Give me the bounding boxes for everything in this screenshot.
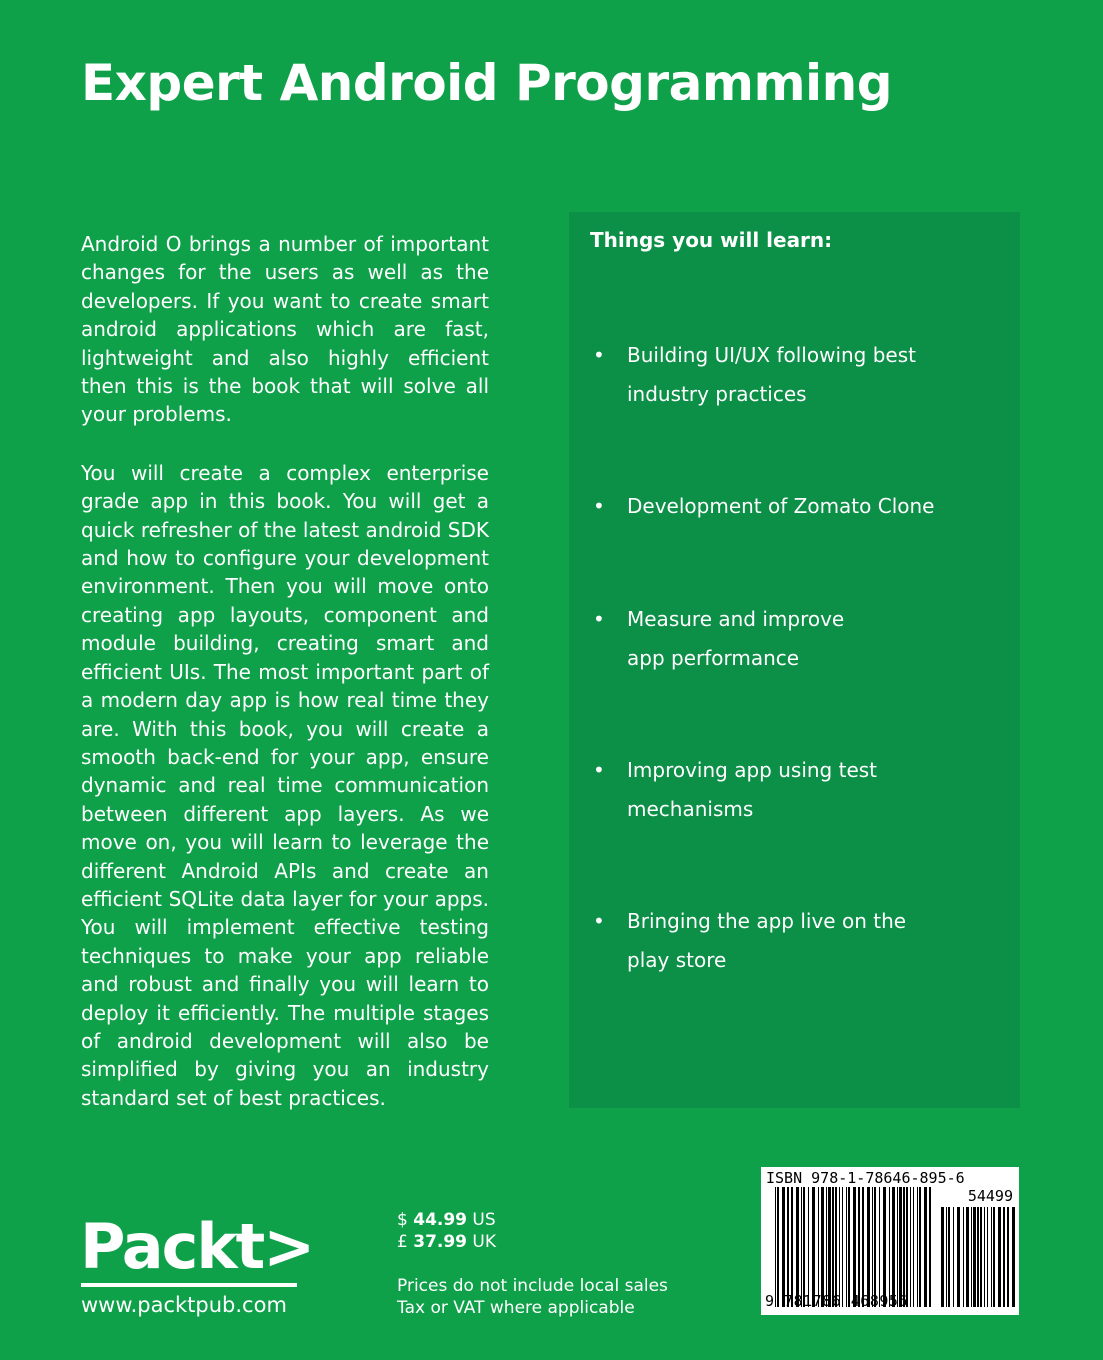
price-note-line: Tax or VAT where applicable [397, 1298, 635, 1318]
price-region: UK [472, 1232, 497, 1252]
learning-item-text: Building UI/UX following best industry practices [627, 343, 916, 406]
description-paragraph: Android O brings a number of important changes for the users as well as the developers. If you want to create smart android applications which are fast, lightweight and also highly efficient then this is the book that will solve all your problems. [81, 232, 489, 427]
barcode-bar [991, 1207, 992, 1307]
barcode-bar [953, 1207, 954, 1307]
book-title: Expert Android Programming [81, 54, 893, 112]
logo-underline [81, 1283, 297, 1287]
currency-symbol: £ [397, 1232, 408, 1252]
barcode-bar [808, 1187, 809, 1307]
bullet-icon: • [593, 494, 605, 518]
barcode-bar [924, 1187, 927, 1307]
currency-symbol: $ [397, 1210, 408, 1230]
barcode-bar [957, 1207, 960, 1307]
barcode-bar [913, 1187, 914, 1307]
barcode-bar [1007, 1207, 1009, 1307]
price-note-line: Prices do not include local sales [397, 1276, 668, 1296]
barcode-bar [966, 1207, 969, 1307]
barcode-bar [835, 1187, 837, 1307]
barcode-bar [919, 1187, 921, 1307]
price-us [397, 1209, 496, 1231]
barcode-bar [872, 1187, 873, 1307]
barcode-bar [929, 1187, 931, 1307]
barcode-bar [777, 1187, 779, 1307]
barcode-bar [903, 1187, 905, 1307]
barcode-bar [821, 1187, 824, 1307]
barcode-bar [812, 1187, 815, 1307]
barcode-bar [787, 1187, 789, 1307]
learning-panel [569, 212, 1020, 1108]
barcode-bar [874, 1187, 876, 1307]
barcode-bar [948, 1207, 950, 1307]
learning-item [593, 600, 1003, 678]
barcode-bar [879, 1187, 880, 1307]
learning-item-text: Development of Zomato Clone [627, 494, 935, 518]
barcode-bar [973, 1207, 976, 1307]
barcode-bar [906, 1187, 908, 1307]
barcode-bar [946, 1207, 947, 1307]
barcode-bar [848, 1187, 850, 1307]
barcode-bar [889, 1187, 890, 1307]
bullet-icon: • [593, 758, 605, 782]
barcode-bar [984, 1207, 985, 1307]
bullet-icon: • [593, 909, 605, 933]
learning-item-text: Measure and improve app performance [627, 607, 845, 670]
price-amount: 37.99 [413, 1232, 468, 1252]
price-uk [397, 1231, 496, 1253]
barcode-bar [846, 1187, 847, 1307]
learning-item [593, 902, 1003, 980]
price-amount: 44.99 [413, 1210, 468, 1230]
barcode-bar [892, 1187, 895, 1307]
barcode-bar [883, 1187, 886, 1307]
learning-heading: Things you will learn: [590, 228, 833, 252]
barcode-bar [853, 1187, 856, 1307]
price-addon-code: 54499 [967, 1187, 1013, 1205]
barcode-bar [832, 1187, 834, 1307]
barcode-bar [998, 1207, 1001, 1307]
learning-item [593, 336, 1003, 414]
barcode-bar [842, 1187, 843, 1307]
barcode-bar [867, 1187, 870, 1307]
price-region: US [472, 1210, 496, 1230]
book-description [81, 230, 489, 1142]
barcode-bar [791, 1187, 793, 1307]
barcode-bar [775, 1187, 776, 1307]
barcode-bar [941, 1207, 944, 1307]
barcode-bar [899, 1187, 902, 1307]
barcode-bar [977, 1207, 979, 1307]
barcode-bar [980, 1207, 982, 1307]
learning-item-text: Bringing the app live on the play store [627, 909, 907, 972]
learning-item [593, 487, 1003, 526]
bullet-icon: • [593, 343, 605, 367]
barcode-bar [993, 1207, 995, 1307]
learning-item-text: Improving app using test mechanisms [627, 758, 878, 821]
barcode-bar [801, 1187, 802, 1307]
barcode-bar [858, 1187, 860, 1307]
ean-digits: 9 781786 468956 [765, 1292, 908, 1310]
barcode-bar [963, 1207, 964, 1307]
barcode-bar [971, 1207, 972, 1307]
isbn-number: ISBN 978-1-78646-895-6 [766, 1169, 965, 1187]
barcode-bar [910, 1187, 911, 1307]
barcode-bar [862, 1187, 864, 1307]
barcode-bar [1003, 1207, 1005, 1307]
barcode-bar [826, 1187, 827, 1307]
isbn-barcode [761, 1167, 1019, 1315]
barcode-bar [796, 1187, 799, 1307]
publisher-website: www.packtpub.com [81, 1293, 287, 1317]
learning-item [593, 751, 1003, 829]
barcode-bar [917, 1187, 918, 1307]
barcode-bar [828, 1187, 831, 1307]
bullet-icon: • [593, 607, 605, 631]
price-note [397, 1275, 697, 1319]
barcode-bar [897, 1187, 898, 1307]
price-list [397, 1209, 496, 1253]
packt-logo: Packt> [80, 1210, 314, 1283]
barcode-bar [1012, 1207, 1015, 1307]
description-paragraph: You will create a complex enterprise grade app in this book. You will get a quick refresher of the latest android SDK and how to configure your development environment. Then you will move onto creating app layouts, component and module building, creating smart and efficient UIs. The most important part of a modern day app is how real time they are. With this book, you will create a smooth back-end for your app, ensure dynamic and real time communication between different app layers. As we move on, you will learn to leverage the different Android APIs and create an efficient SQLite data layer for your apps. You will implement effective testing techniques to make your app reliable and robust and finally you will learn to deploy it efficiently. The multiple stages of android development will also be simplified by giving you an industry standard set of best practices. [81, 460, 489, 1110]
barcode-bar [987, 1207, 988, 1307]
barcode-bar [839, 1187, 840, 1307]
barcode-bar [803, 1187, 805, 1307]
barcode-bar [782, 1187, 785, 1307]
barcode-bar [818, 1187, 819, 1307]
